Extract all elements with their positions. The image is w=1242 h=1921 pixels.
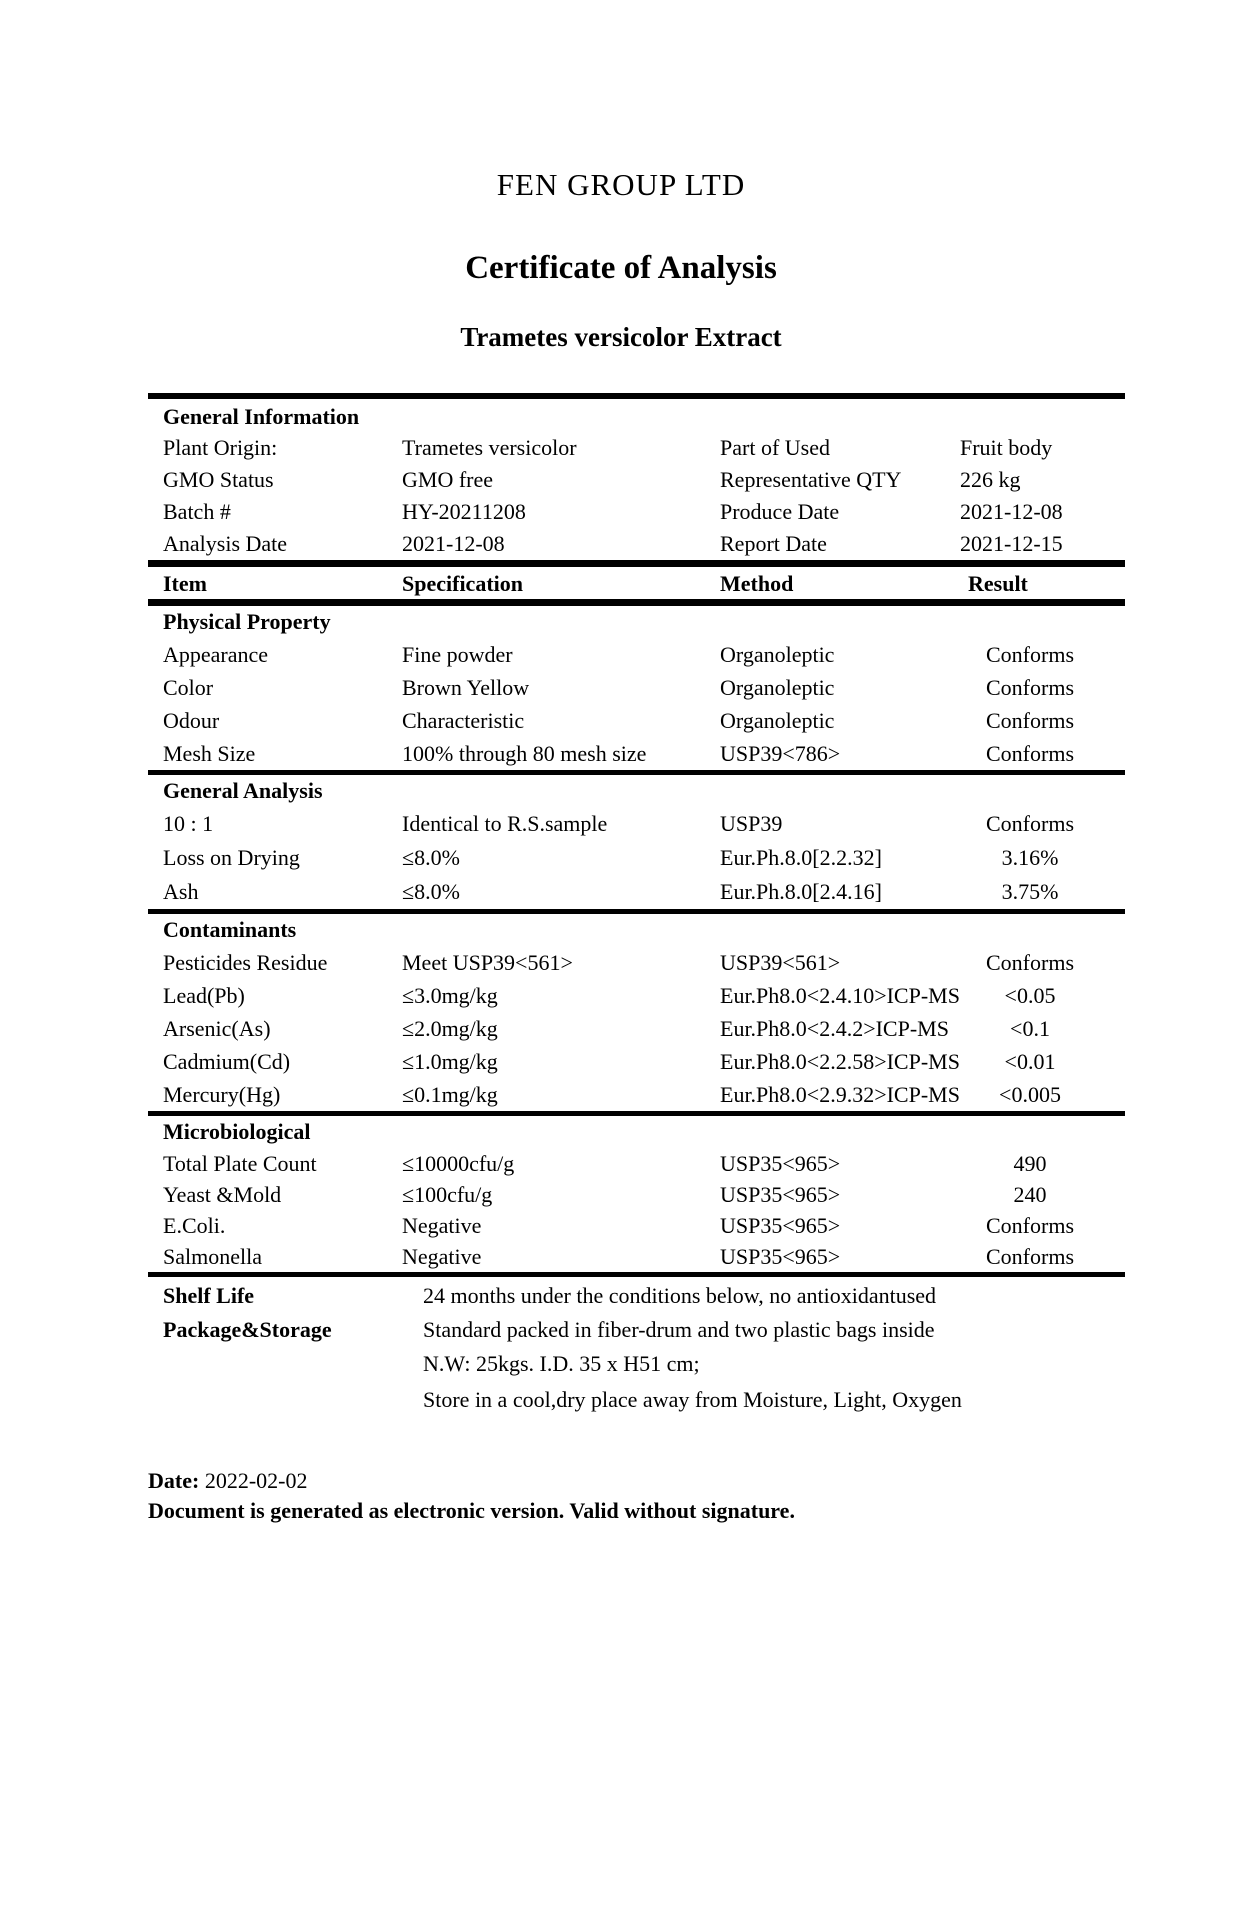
item-cell: 10 : 1	[163, 811, 214, 836]
method-cell: Organoleptic	[720, 708, 835, 733]
item-cell: Mercury(Hg)	[163, 1082, 281, 1107]
general-information-row	[148, 496, 1125, 528]
field-value: Trametes versicolor	[402, 435, 577, 460]
shelf-life-value: 24 months under the conditions below, no antioxidantused	[423, 1283, 937, 1308]
item-cell: Cadmium(Cd)	[163, 1049, 291, 1074]
table-row	[148, 1148, 1125, 1179]
specification-cell: ≤1.0mg/kg	[402, 1049, 498, 1074]
date-value: 2022-02-02	[204, 1468, 308, 1493]
item-cell: Salmonella	[163, 1244, 262, 1269]
general-information-row	[148, 528, 1125, 560]
package-storage-row-3	[148, 1382, 1125, 1418]
result-cell: Conforms	[986, 811, 1074, 836]
table-row	[148, 1078, 1125, 1111]
field-value: HY-20211208	[402, 499, 526, 524]
field-label: Representative QTY	[720, 467, 902, 492]
result-cell: <0.1	[1010, 1016, 1050, 1041]
specification-cell: Negative	[402, 1244, 482, 1269]
company-name: FEN GROUP LTD	[496, 167, 746, 202]
header-rule-top	[148, 560, 1125, 567]
method-cell: Eur.Ph.8.0[2.2.32]	[720, 845, 882, 870]
specification-cell: ≤8.0%	[402, 845, 460, 870]
field-label: Plant Origin:	[163, 435, 278, 460]
table-row	[148, 737, 1125, 770]
method-cell: Organoleptic	[720, 675, 835, 700]
storage-block	[148, 1277, 1125, 1418]
specification-cell: Meet USP39<561>	[402, 950, 573, 975]
item-cell: Lead(Pb)	[163, 983, 245, 1008]
package-storage-label: Package&Storage	[163, 1317, 332, 1342]
method-cell: Eur.Ph8.0<2.4.2>ICP-MS	[720, 1016, 949, 1041]
method-cell: Eur.Ph8.0<2.9.32>ICP-MS	[720, 1082, 960, 1107]
field-value: 2021-12-15	[960, 531, 1063, 556]
table-row	[148, 807, 1125, 841]
table-row	[148, 671, 1125, 704]
product-title: Trametes versicolor Extract	[460, 322, 782, 352]
method-cell: USP39	[720, 811, 783, 836]
specification-cell: ≤10000cfu/g	[402, 1151, 515, 1176]
table-row	[148, 946, 1125, 979]
section-heading: General Information	[163, 404, 360, 429]
field-value: Fruit body	[960, 435, 1053, 460]
result-cell: <0.005	[999, 1082, 1061, 1107]
item-cell: Ash	[163, 879, 199, 904]
result-cell: <0.05	[1004, 983, 1056, 1008]
column-header-result: Result	[968, 571, 1028, 596]
date-line	[148, 1466, 1242, 1496]
result-cell: Conforms	[986, 1213, 1074, 1238]
result-cell: Conforms	[986, 950, 1074, 975]
result-cell: <0.01	[1004, 1049, 1056, 1074]
section-heading: Contaminants	[163, 917, 297, 942]
table-row	[148, 704, 1125, 737]
field-label: Batch #	[163, 499, 231, 524]
specification-cell: Fine powder	[402, 642, 513, 667]
table-row	[148, 841, 1125, 875]
method-cell: USP39<786>	[720, 741, 841, 766]
package-storage-line3: Store in a cool,dry place away from Moisture, Light, Oxygen	[423, 1387, 962, 1412]
shelf-life-label: Shelf Life	[163, 1283, 255, 1308]
specification-cell: ≤8.0%	[402, 879, 460, 904]
result-cell: 240	[1013, 1182, 1047, 1207]
section-heading: Physical Property	[163, 609, 331, 634]
spacer	[163, 1346, 417, 1382]
item-cell: Yeast &Mold	[163, 1182, 282, 1207]
field-label: Produce Date	[720, 499, 840, 524]
header-rule-bottom	[148, 599, 1125, 606]
method-cell: Eur.Ph8.0<2.4.10>ICP-MS	[720, 983, 960, 1008]
general-information-row	[148, 432, 1125, 464]
item-cell: Pesticides Residue	[163, 950, 328, 975]
general-information-heading-row	[148, 399, 1125, 432]
table-row	[148, 979, 1125, 1012]
package-storage-line2: N.W: 25kgs. I.D. 35 x H51 cm;	[423, 1351, 700, 1376]
specification-cell: Identical to R.S.sample	[402, 811, 608, 836]
general-information-row	[148, 464, 1125, 496]
specification-cell: ≤100cfu/g	[402, 1182, 493, 1207]
table-row	[148, 638, 1125, 671]
certificate-table	[148, 393, 1125, 1418]
result-cell: 3.16%	[1001, 845, 1059, 870]
column-header-specification: Specification	[402, 571, 523, 596]
result-cell: Conforms	[986, 741, 1074, 766]
specification-cell: ≤3.0mg/kg	[402, 983, 498, 1008]
column-header-item: Item	[163, 571, 207, 596]
item-cell: Color	[163, 675, 214, 700]
item-cell: Loss on Drying	[163, 845, 300, 870]
section-heading: General Analysis	[163, 778, 323, 803]
item-cell: E.Coli.	[163, 1213, 226, 1238]
result-cell: Conforms	[986, 1244, 1074, 1269]
table-sections	[148, 606, 1125, 1277]
field-value: 2021-12-08	[960, 499, 1063, 524]
table-header-row	[148, 567, 1125, 599]
item-cell: Arsenic(As)	[163, 1016, 271, 1041]
specification-cell: Characteristic	[402, 708, 525, 733]
field-label: GMO Status	[163, 467, 274, 492]
result-cell: 490	[1013, 1151, 1047, 1176]
document-title: Certificate of Analysis	[465, 250, 777, 286]
field-label: Part of Used	[720, 435, 830, 460]
package-storage-value: Standard packed in fiber-drum and two plastic bags inside	[423, 1317, 935, 1342]
field-label: Analysis Date	[163, 531, 288, 556]
method-cell: USP35<965>	[720, 1244, 841, 1269]
shelf-life-row	[148, 1277, 1125, 1313]
specification-cell: ≤0.1mg/kg	[402, 1082, 498, 1107]
table-row	[148, 1012, 1125, 1045]
item-cell: Mesh Size	[163, 741, 256, 766]
item-cell: Appearance	[163, 642, 269, 667]
result-cell: 3.75%	[1001, 879, 1059, 904]
electronic-version-note: Document is generated as electronic version. Valid without signature.	[148, 1498, 795, 1523]
table-row	[148, 875, 1125, 909]
date-label: Date:	[148, 1468, 200, 1493]
method-cell: USP35<965>	[720, 1213, 841, 1238]
specification-cell: Brown Yellow	[402, 675, 530, 700]
spacer	[163, 1382, 417, 1418]
table-row	[148, 1210, 1125, 1241]
package-storage-row-2	[148, 1346, 1125, 1382]
field-label: Report Date	[720, 531, 827, 556]
specification-cell: ≤2.0mg/kg	[402, 1016, 498, 1041]
package-storage-row	[148, 1313, 1125, 1346]
table-row	[148, 1179, 1125, 1210]
specification-cell: Negative	[402, 1213, 482, 1238]
section-heading: Microbiological	[163, 1119, 311, 1144]
general-information-rows	[148, 432, 1125, 560]
method-cell: USP35<965>	[720, 1151, 841, 1176]
item-cell: Total Plate Count	[163, 1151, 317, 1176]
item-cell: Odour	[163, 708, 220, 733]
result-cell: Conforms	[986, 642, 1074, 667]
method-cell: USP35<965>	[720, 1182, 841, 1207]
field-value: 226 kg	[960, 467, 1021, 492]
method-cell: Eur.Ph8.0<2.2.58>ICP-MS	[720, 1049, 960, 1074]
table-row	[148, 1241, 1125, 1272]
method-cell: Organoleptic	[720, 642, 835, 667]
method-cell: Eur.Ph.8.0[2.4.16]	[720, 879, 882, 904]
method-cell: USP39<561>	[720, 950, 841, 975]
document-footer	[148, 1466, 1242, 1526]
document-header	[0, 166, 1242, 353]
field-value: 2021-12-08	[402, 531, 505, 556]
field-value: GMO free	[402, 467, 494, 492]
specification-cell: 100% through 80 mesh size	[402, 741, 647, 766]
result-cell: Conforms	[986, 708, 1074, 733]
table-row	[148, 1045, 1125, 1078]
result-cell: Conforms	[986, 675, 1074, 700]
column-header-method: Method	[720, 571, 794, 596]
